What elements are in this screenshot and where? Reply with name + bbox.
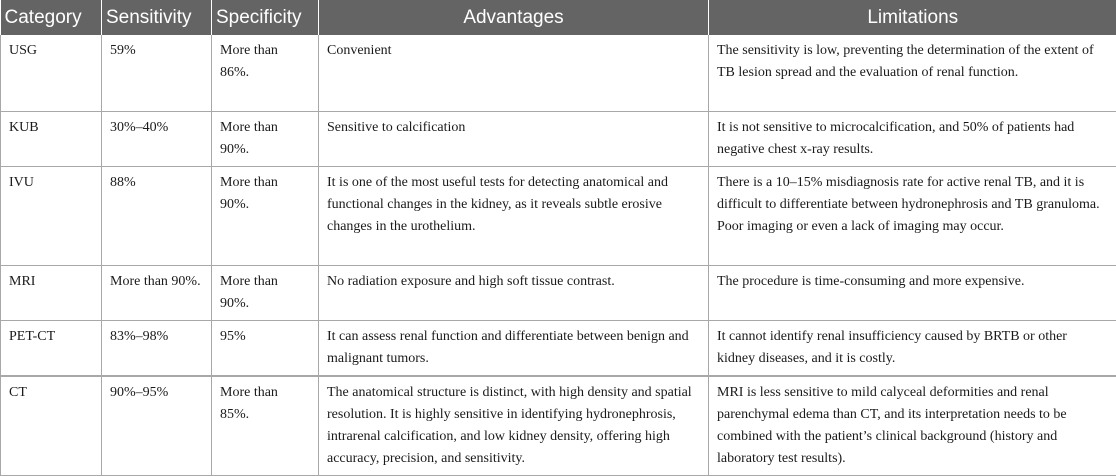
cell-limitations: The procedure is time-consuming and more expensive.: [709, 266, 1116, 321]
cell-sensitivity: 83%–98%: [102, 321, 212, 377]
cell-category: CT: [1, 376, 102, 476]
header-category: Category: [1, 0, 102, 35]
table-header: [1, 0, 1116, 35]
cell-specificity: More than 90%.: [212, 266, 319, 321]
cell-limitations: It cannot identify renal insufficiency caused by BRTB or other kidney diseases, and it is costly.: [709, 321, 1116, 377]
header-limitations: Limitations: [709, 0, 1116, 35]
cell-sensitivity: More than 90%.: [102, 266, 212, 321]
cell-limitations: There is a 10–15% misdiagnosis rate for active renal TB, and it is difficult to differentiate between hydronephrosis and TB granuloma. Poor imaging or even a lack of imaging may occur.: [709, 167, 1116, 266]
table-body: [1, 35, 1116, 476]
cell-category: IVU: [1, 167, 102, 266]
table-row: [1, 321, 1116, 377]
table-row: [1, 35, 1116, 112]
cell-category: MRI: [1, 266, 102, 321]
header-sensitivity: Sensitivity: [102, 0, 212, 35]
cell-advantages: Sensitive to calcification: [319, 112, 709, 167]
cell-specificity: More than 90%.: [212, 167, 319, 266]
cell-sensitivity: 88%: [102, 167, 212, 266]
cell-sensitivity: 30%–40%: [102, 112, 212, 167]
cell-sensitivity: 90%–95%: [102, 376, 212, 476]
cell-specificity: More than 90%.: [212, 112, 319, 167]
table-row: [1, 167, 1116, 266]
cell-category: USG: [1, 35, 102, 112]
cell-advantages: The anatomical structure is distinct, with high density and spatial resolution. It is highly sensitive in identifying hydronephrosis, intrarenal calcification, and low kidney density, offering high accuracy, precision, and sensitivity.: [319, 376, 709, 476]
header-advantages: Advantages: [319, 0, 709, 35]
table-row: [1, 376, 1116, 476]
header-specificity: Specificity: [212, 0, 319, 35]
cell-specificity: More than 86%.: [212, 35, 319, 112]
cell-advantages: It can assess renal function and differentiate between benign and malignant tumors.: [319, 321, 709, 377]
cell-specificity: More than 85%.: [212, 376, 319, 476]
cell-limitations: The sensitivity is low, preventing the determination of the extent of TB lesion spread and the evaluation of renal function.: [709, 35, 1116, 112]
cell-limitations: MRI is less sensitive to mild calyceal deformities and renal parenchymal edema than CT, and its interpretation needs to be combined with the patient’s clinical background (history and laboratory test results).: [709, 376, 1116, 476]
cell-specificity: 95%: [212, 321, 319, 377]
cell-sensitivity: 59%: [102, 35, 212, 112]
cell-category: PET-CT: [1, 321, 102, 377]
cell-limitations: It is not sensitive to microcalcification, and 50% of patients had negative chest x-ray results.: [709, 112, 1116, 167]
cell-advantages: No radiation exposure and high soft tissue contrast.: [319, 266, 709, 321]
cell-advantages: Convenient: [319, 35, 709, 112]
table-row: [1, 266, 1116, 321]
header-row: [1, 0, 1116, 35]
cell-category: KUB: [1, 112, 102, 167]
table-row: [1, 112, 1116, 167]
cell-advantages: It is one of the most useful tests for detecting anatomical and functional changes in the kidney, as it reveals subtle erosive changes in the urothelium.: [319, 167, 709, 266]
